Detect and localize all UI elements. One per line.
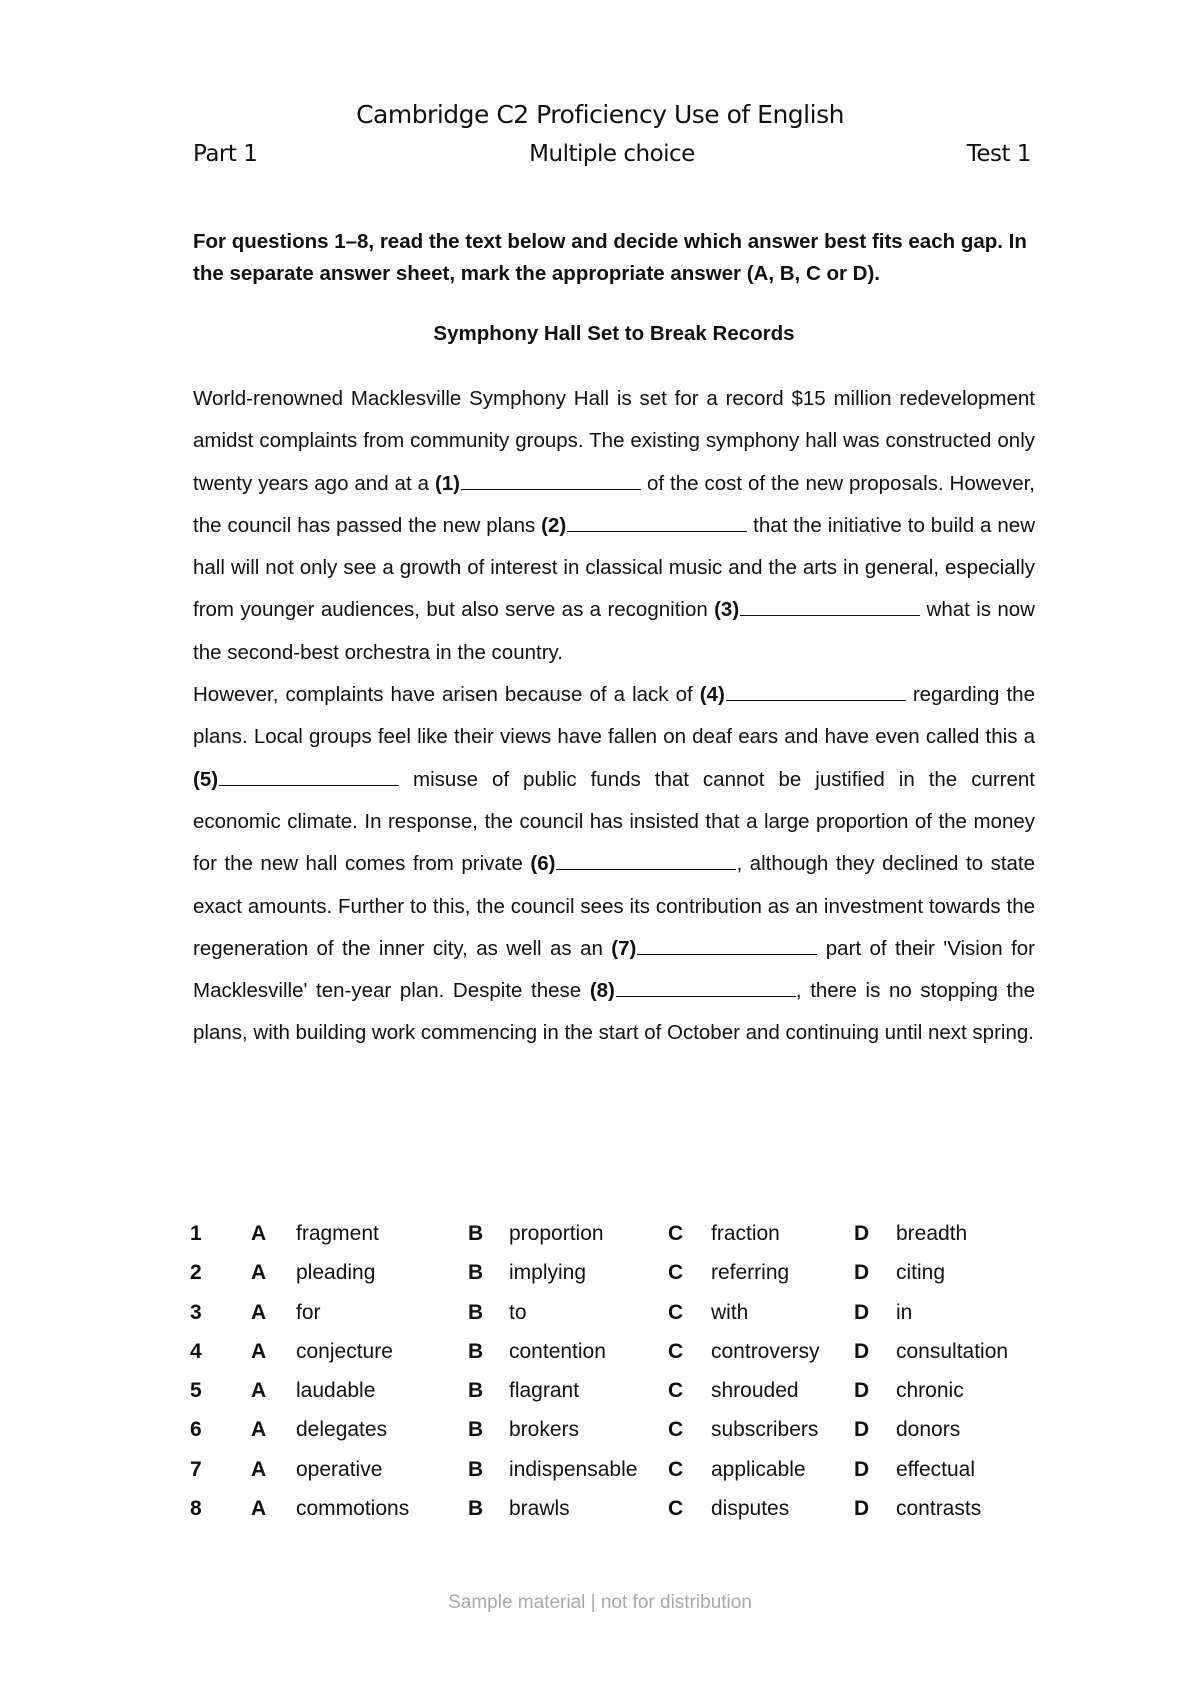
gap-8-number: (8): [589, 979, 615, 1003]
gap-4-blank: [726, 682, 906, 701]
option-letter-c: C: [668, 1300, 684, 1324]
option-letter-c: C: [668, 1339, 684, 1363]
question-number: 6: [190, 1418, 202, 1442]
passage-text: that the initiative to build a new hall will not only see a growth of interest in classical music and the arts in general, especially from younger audiences, but also serve as a recognition: [193, 513, 1035, 622]
question-row-1: [190, 1218, 1050, 1257]
question-number: 4: [190, 1339, 202, 1363]
option-b: proportion: [509, 1222, 604, 1245]
gap-3-number: (3): [714, 598, 740, 622]
option-a: pleading: [296, 1261, 376, 1285]
gap-3-blank: [740, 597, 920, 616]
option-letter-d: D: [854, 1261, 870, 1285]
gap-6-blank: [556, 851, 736, 870]
option-letter-d: D: [854, 1418, 870, 1442]
passage-text: regarding the plans. Local groups feel like their views have fallen on deaf ears and have even called this a: [193, 683, 1035, 749]
question-number: 2: [190, 1261, 202, 1285]
option-b: brawls: [509, 1497, 570, 1521]
option-letter-a: A: [251, 1339, 267, 1363]
option-b: indispensable: [509, 1457, 638, 1481]
option-letter-a: A: [251, 1418, 267, 1442]
option-a: for: [296, 1300, 321, 1324]
passage: [193, 378, 1035, 1055]
option-d: consultation: [896, 1339, 1009, 1363]
gap-7-blank: [637, 936, 817, 955]
passage-text: part of their 'Vision for Macklesville' ten-year plan. Despite these: [193, 936, 1035, 1003]
gap-4-number: (4): [699, 683, 725, 707]
option-c: controversy: [711, 1339, 820, 1363]
paragraph-1: [193, 378, 1035, 674]
question-number: 8: [190, 1497, 202, 1521]
option-c: applicable: [711, 1457, 806, 1481]
option-d: chronic: [896, 1379, 964, 1403]
option-letter-b: B: [468, 1497, 484, 1521]
question-number: 1: [190, 1222, 202, 1245]
option-b: implying: [509, 1261, 587, 1285]
option-letter-a: A: [251, 1497, 267, 1521]
document-title: Cambridge C2 Proficiency Use of English: [356, 100, 844, 129]
option-a: conjecture: [296, 1339, 393, 1363]
option-letter-b: B: [468, 1222, 484, 1245]
gap-7-number: (7): [611, 936, 637, 960]
paragraph-2: [193, 674, 1035, 1055]
question-row-6: [190, 1414, 1050, 1453]
passage-text: of the cost of the new proposals. However, the council has passed the new plans: [193, 471, 1035, 537]
option-letter-b: B: [468, 1300, 484, 1324]
gap-5-blank: [219, 767, 399, 786]
option-c: subscribers: [711, 1418, 819, 1442]
option-d: effectual: [896, 1457, 976, 1481]
option-letter-c: C: [668, 1418, 684, 1442]
option-letter-c: C: [668, 1457, 684, 1481]
subheader: [193, 141, 1031, 173]
option-letter-d: D: [854, 1222, 870, 1245]
option-letter-d: D: [854, 1339, 870, 1363]
option-c: shrouded: [711, 1379, 799, 1403]
question-row-7: [190, 1454, 1050, 1493]
question-row-2: [190, 1257, 1050, 1296]
option-a: delegates: [296, 1418, 388, 1442]
option-letter-a: A: [251, 1457, 267, 1481]
option-b: contention: [509, 1339, 606, 1363]
option-letter-c: C: [668, 1222, 684, 1245]
part-label: Part 1: [193, 141, 258, 167]
option-d: breadth: [896, 1222, 968, 1245]
option-letter-d: D: [854, 1497, 870, 1521]
option-d: citing: [896, 1261, 946, 1285]
option-letter-b: B: [468, 1418, 484, 1442]
option-letter-d: D: [854, 1379, 870, 1403]
passage-text: , there is no stopping the plans, with building work commencing in the start of October and continuing until next spring.: [193, 979, 1035, 1045]
gap-1-number: (1): [434, 471, 461, 495]
gap-8-blank: [616, 978, 796, 997]
option-letter-a: A: [251, 1222, 267, 1245]
question-number: 3: [190, 1300, 202, 1324]
option-c: referring: [711, 1261, 790, 1285]
option-d: donors: [896, 1418, 961, 1442]
option-letter-b: B: [468, 1457, 484, 1481]
question-row-5: [190, 1375, 1050, 1414]
gap-6-number: (6): [530, 852, 556, 876]
question-row-3: [190, 1297, 1050, 1336]
option-a: fragment: [296, 1222, 379, 1245]
option-letter-a: A: [251, 1261, 267, 1285]
answer-options: [190, 1218, 1050, 1532]
option-a: operative: [296, 1457, 383, 1481]
option-d: in: [896, 1300, 913, 1324]
footer-note: Sample material | not for distribution: [448, 1592, 752, 1613]
gap-2-number: (2): [541, 513, 567, 537]
option-letter-d: D: [854, 1300, 870, 1324]
option-b: brokers: [509, 1418, 580, 1442]
option-c: with: [711, 1300, 749, 1324]
test-label: Test 1: [966, 141, 1031, 167]
gap-5-number: (5): [193, 767, 219, 791]
option-b: flagrant: [509, 1379, 580, 1403]
passage-text: , although they declined to state exact amounts. Further to this, the council sees its contribution as an investment towards the regeneration of the inner city, as well as an: [193, 852, 1036, 960]
option-letter-b: B: [468, 1339, 484, 1363]
passage-text: World-renowned Macklesville Symphony Hall is set for a record $15 million redevelopment amidst complaints from community groups. The existing symphony hall was constructed only twenty years ago and at a: [193, 387, 1035, 495]
option-letter-c: C: [668, 1379, 684, 1403]
article-title: Symphony Hall Set to Break Records: [433, 322, 795, 345]
passage-text: However, complaints have arisen because of a lack of: [193, 683, 700, 707]
gap-1-blank: [461, 471, 641, 490]
option-letter-c: C: [668, 1261, 684, 1285]
option-c: fraction: [711, 1222, 780, 1245]
gap-2-blank: [567, 513, 747, 532]
question-number: 7: [190, 1457, 202, 1481]
section-label: Multiple choice: [529, 141, 695, 167]
option-a: commotions: [296, 1497, 410, 1521]
option-letter-b: B: [468, 1379, 484, 1403]
instructions: For questions 1–8, read the text below and decide which answer best fits each gap. In the separate answer sheet, mark the appropriate answer (A, B, C or D).: [193, 230, 1027, 285]
option-b: to: [509, 1300, 527, 1324]
option-letter-a: A: [251, 1379, 267, 1403]
passage-text: misuse of public funds that cannot be justified in the current economic climate. In response, the council has insisted that a large proportion of the money for the new hall comes from private: [193, 767, 1035, 876]
option-letter-c: C: [668, 1497, 684, 1521]
option-letter-b: B: [468, 1261, 484, 1285]
passage-text: what is now the second-best orchestra in the country.: [193, 598, 1035, 664]
question-number: 5: [190, 1379, 202, 1403]
question-row-4: [190, 1336, 1050, 1375]
option-letter-a: A: [251, 1300, 267, 1324]
option-c: disputes: [711, 1497, 790, 1521]
option-letter-d: D: [854, 1457, 870, 1481]
option-d: contrasts: [896, 1497, 982, 1521]
option-a: laudable: [296, 1379, 376, 1403]
question-row-8: [190, 1493, 1050, 1532]
